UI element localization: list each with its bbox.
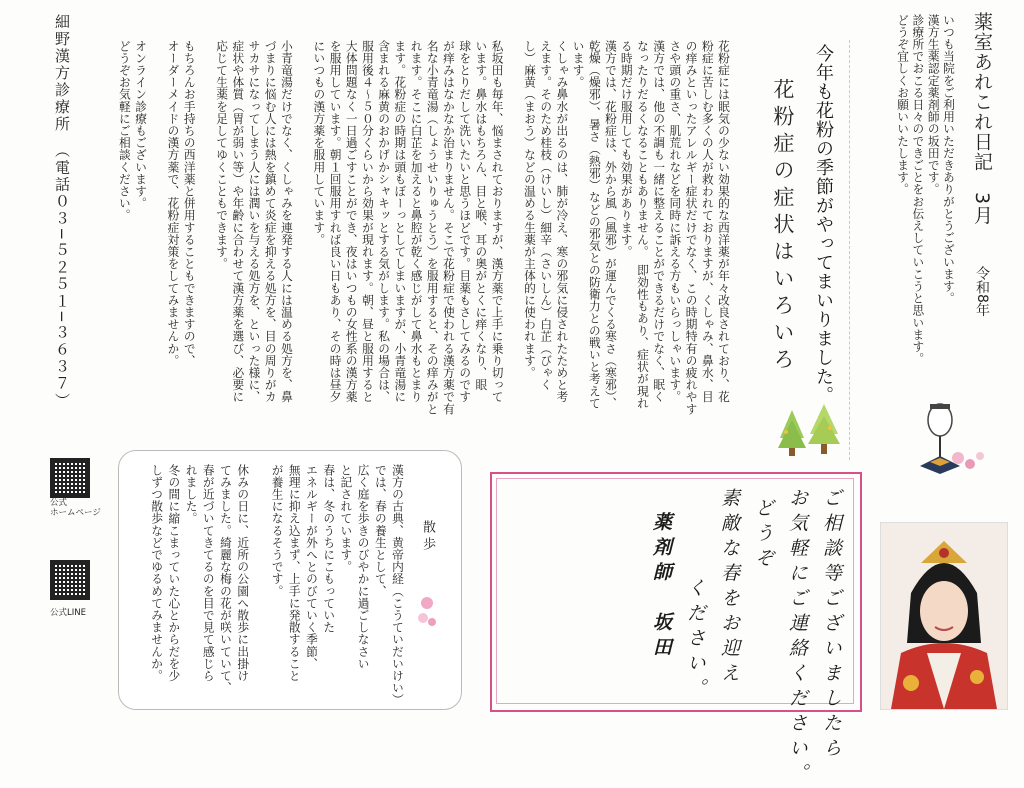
body-line: 大体問題なく一日過ごすことができ、夜はいつもの女性系の漢方薬 [344, 40, 359, 403]
body-line: 名な小青竜湯（しょうせいりゅうとう）を服用すると、その痒みがと [425, 40, 440, 416]
hand-line: ご相談等ございましたら [820, 488, 842, 763]
body-line: どうぞお気軽にご相談ください。 [117, 40, 132, 222]
body-line: 応じて生薬を足してゆくこともできます。 [215, 40, 230, 270]
walk-line: 漢方の古典、黄帝内経（こうていだいけい） [391, 464, 405, 706]
body-line: います。 [571, 40, 586, 89]
body-line: 漢方では、花粉症は、外から風（風邪）が運んでくる寒さ（寒邪）、 [604, 40, 618, 410]
walk-line: 休みの日に、近所の公園へ散歩に出掛け [236, 464, 251, 682]
body-line: づまりに悩む人には熱を鎮めて炎症を抑える処方を、目の周りがカ [263, 40, 278, 403]
body-line: 粉症に苦しむ多くの人が救われておりますが、くしゃみ、鼻水、目 [700, 40, 715, 403]
qr-label-homepage: 公式 ホームページ [50, 498, 101, 518]
christmas-tree-icon [772, 402, 852, 460]
body-line: の痒みといったアレルギー症状だけでなく、この時期特有の疲れやす [684, 40, 699, 416]
hand-line: 素敵な春をお迎え [718, 488, 740, 688]
walk-line [251, 464, 268, 700]
hand-line: お気軽にご連絡ください。 [786, 488, 808, 788]
walk-line: 無理に抑え込まず、上手に発散すること [287, 464, 302, 682]
body-line: 球をとりだして洗いたいと思うほどです。目薬もさしてみるのです [458, 40, 473, 403]
body-line [198, 40, 214, 440]
body-line: さや頭の重さ、肌荒れなどを同時に訴える方もいらっしゃいます。 [668, 40, 683, 403]
article-body-main [117, 40, 619, 440]
body-line [506, 40, 522, 440]
article-title: 今年も花粉の季節がやってまいりました。 [813, 44, 834, 405]
cherry-blossom-icon [948, 446, 988, 476]
walk-box-body [148, 464, 406, 706]
body-line: サカサになってしまう人には潤いを与える処方を、といった様に、 [247, 40, 262, 403]
pharmacist-portrait [880, 522, 1008, 710]
body-line: 漢方では、他の不調も一緒に整えることができるだけでなく、眠く [652, 40, 667, 403]
walk-line: 冬の間に縮こまっていた心とからだを少 [167, 464, 182, 682]
body-line: 含まれる麻黄のおかげかシャキッとする気がします。私の場合は、 [377, 40, 392, 403]
intro-line: どうぞ宜しくお願いいたします。 [896, 14, 911, 196]
qr-label-line: 公式LINE [50, 608, 86, 618]
walk-box-title: 散歩 [420, 520, 435, 554]
body-line: ます。花粉症の時期は頭もぼーっとしてしまいますが、小青竜湯に [393, 40, 408, 403]
body-line: し）麻黄（まおう）などの温める生薬が主体的に使われます。 [522, 40, 537, 379]
hand-line: 薬剤師 坂田 [650, 512, 672, 662]
body-line: 症状や体質（胃が弱い等）や年齢に合わせて漢方薬を選び、必要に [231, 40, 246, 403]
body-line: くしゃみ鼻水が出るのは、肺が冷え、寒の邪気に侵されたためと考 [555, 40, 570, 403]
walk-line: が養生になるそうです。 [270, 464, 285, 598]
qr-code-line[interactable] [50, 560, 90, 600]
walk-line: 広く庭を歩きのびやかに過ごしなさい [356, 464, 371, 670]
body-line: 小青竜湯だけでなく、くしゃみを連発する人には温める処方を、鼻 [279, 40, 294, 403]
body-line: 乾燥（燥邪）、暑さ（熱邪）などの邪気との防衛力との戦いと考えて [587, 40, 602, 410]
portrait-illustration [881, 523, 1007, 709]
body-line [295, 40, 311, 440]
walk-line: てみました。綺麗な梅の花が咲いていて、 [218, 464, 233, 694]
clinic-signature: 細野漢方診療所 （電話０３−５２５１−３６３７） [53, 14, 71, 410]
walk-line: れました。 [184, 464, 199, 525]
body-line: えます。そのため桂枝（けいし）細辛（さいしん）白芷（びゃく [539, 40, 554, 391]
body-line: 私坂田も毎年、悩まされておりますが、漢方薬で上手に乗り切って [490, 40, 505, 403]
body-line [149, 40, 165, 440]
body-line: もちろんお手持ちの西洋薬と併用することもできますので、 [182, 40, 197, 367]
walk-line: 春は、冬のうちにこもっていた [322, 464, 337, 634]
era-label: 令和8年 [974, 266, 990, 317]
walk-line: では、春の養生として、 [373, 464, 388, 598]
body-line: にいつもの漢方薬を服用しています。 [312, 40, 327, 246]
body-line: なったりだるくなることもありません。 即効性もあり、症状が現れ [635, 40, 650, 410]
intro-text [895, 14, 956, 365]
walk-line: しずつ散歩などでゆるめてみませんか。 [150, 464, 165, 682]
body-line: れます。そこに白芷を加えると鼻腔が乾く感じがして鼻水もとまり [409, 40, 424, 403]
body-line: 花粉症には眠気の少ない効果的な西洋薬が年々改良されており、花 [717, 40, 731, 403]
body-line: オーダーメイドの漢方薬で、花粉症対策をしてみませんか。 [166, 40, 181, 367]
body-line: います。鼻水はもちろん、目と喉、耳の奥がとくに痒くなり、眼 [474, 40, 489, 391]
body-line: が痒みはなかなか治まりません。そこで花粉症で使われる漢方薬で有 [441, 40, 456, 416]
cherry-blossom-icon [414, 594, 440, 628]
handwritten-message [644, 488, 848, 788]
page-title: 薬室あれこれ日記 3月 [971, 12, 993, 226]
intro-line: いつも当院をご利用いただきありがとうございます。 [942, 14, 956, 305]
body-line: る時期だけ服用しても効果があります。 [619, 40, 634, 258]
body-line: オンライン診療もございます。 [134, 40, 149, 210]
article-subtitle: 花粉症の症状はいろいろ [771, 78, 795, 375]
body-line: を服用しています。朝１回服用すれば良い日もあり、その時は昼夕 [328, 40, 343, 403]
hand-line: ください。 [684, 578, 706, 703]
article-body-right [619, 40, 732, 440]
qr-code-homepage[interactable] [50, 458, 90, 498]
walk-line: 春が近づいてきてるのを目で見て感じら [201, 464, 216, 682]
intro-line: 漢方生薬認定薬剤師の坂田です。 [926, 14, 941, 196]
walk-line: と記されています。 [339, 464, 354, 573]
hand-line: どうぞ [752, 498, 774, 573]
intro-line: 診療所でおこる日々のできごとをお伝えしていこうと思います。 [911, 14, 926, 365]
body-line: 服用後４〜５０分くらいから効果が現れます。朝、昼と服用すると [360, 40, 375, 403]
walk-line: エネルギーが外へとのびていく季節、 [304, 464, 319, 670]
